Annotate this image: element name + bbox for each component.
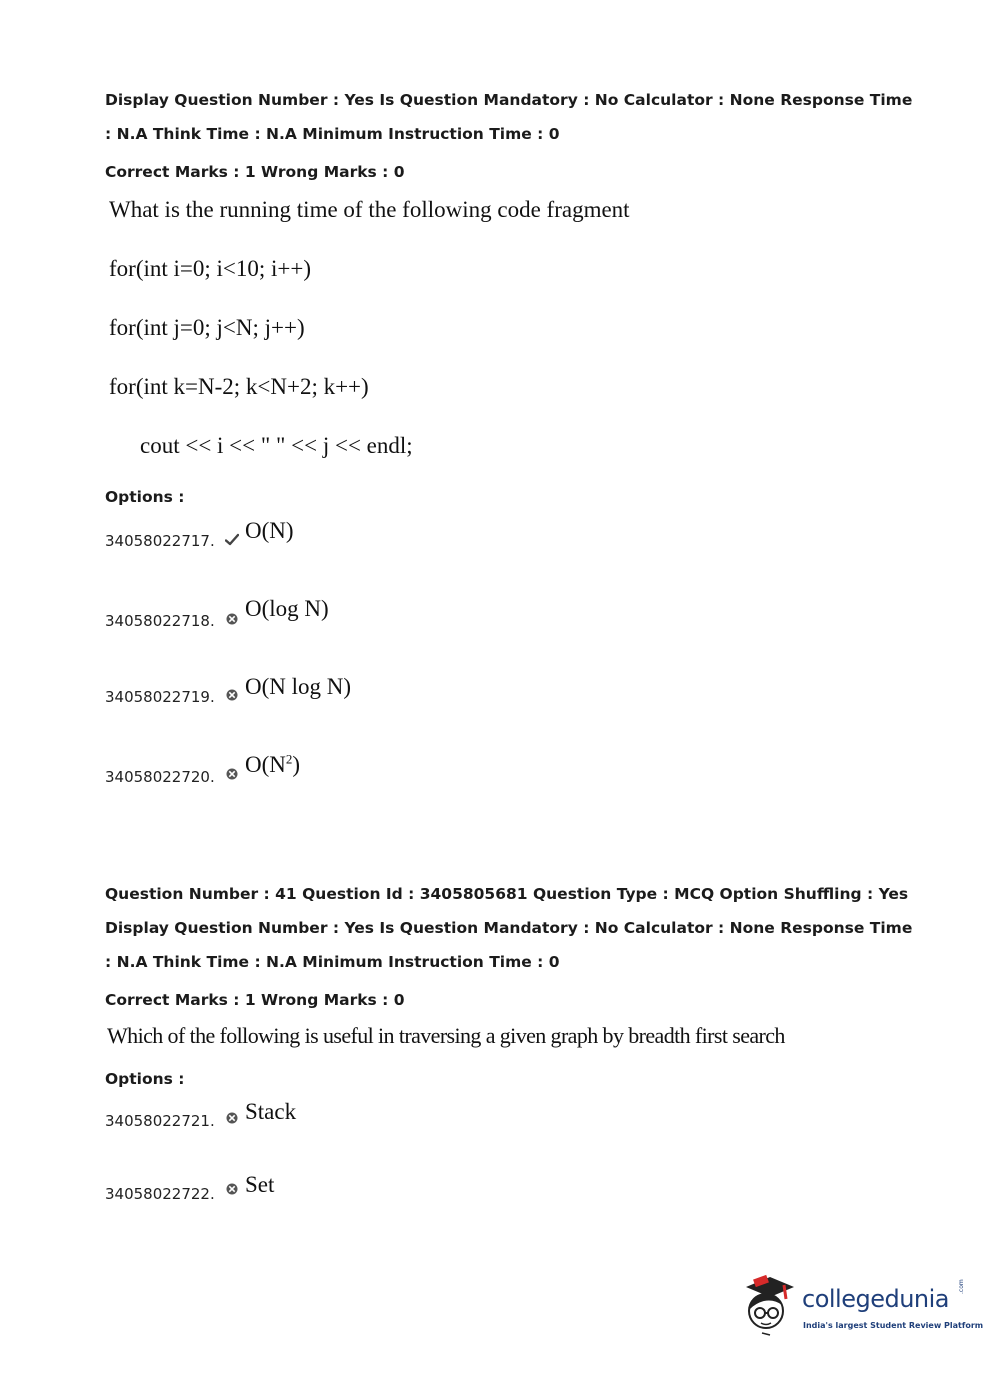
option-id: 34058022722. bbox=[105, 1185, 215, 1203]
option-id: 34058022720. bbox=[105, 768, 215, 786]
option-text: O(N) bbox=[245, 518, 294, 543]
option-text-sup: 2 bbox=[285, 751, 293, 767]
meta-line: Display Question Number : Yes Is Question Mandatory : No Calculator : None Response Time bbox=[105, 919, 913, 937]
option-id: 34058022719. bbox=[105, 688, 215, 706]
meta-line: Question Number : 41 Question Id : 3405805681 Question Type : MCQ Option Shuffling : Yes bbox=[105, 885, 909, 903]
option-id: 34058022721. bbox=[105, 1112, 215, 1130]
question-stem: Which of the following is useful in traversing a given graph by breadth first search bbox=[107, 1023, 785, 1048]
option-text: Set bbox=[245, 1172, 275, 1197]
option-text: O(N log N) bbox=[245, 674, 352, 699]
code-line: for(int j=0; j<N; j++) bbox=[109, 315, 305, 340]
code-line: for(int i=0; i<10; i++) bbox=[109, 256, 312, 281]
logo-wordmark: collegedunia bbox=[802, 1285, 950, 1313]
cross-icon bbox=[225, 1111, 239, 1125]
mascot-icon bbox=[740, 1273, 802, 1339]
option-text: Stack bbox=[245, 1099, 297, 1124]
meta-line: : N.A Think Time : N.A Minimum Instruction Time : 0 bbox=[105, 125, 560, 143]
cross-icon bbox=[225, 688, 239, 702]
option-text: O(log N) bbox=[245, 596, 329, 621]
meta-line: Display Question Number : Yes Is Question Mandatory : No Calculator : None Response Time bbox=[105, 91, 913, 109]
option-text-tail: ) bbox=[292, 752, 301, 777]
check-icon bbox=[225, 533, 239, 547]
option-id: 34058022718. bbox=[105, 612, 215, 630]
marks-line: Correct Marks : 1 Wrong Marks : 0 bbox=[105, 991, 405, 1009]
meta-line: : N.A Think Time : N.A Minimum Instruction Time : 0 bbox=[105, 953, 560, 971]
cross-icon bbox=[225, 767, 239, 781]
question-meta bbox=[105, 83, 915, 189]
question-stem: What is the running time of the following code fragment bbox=[109, 197, 630, 222]
code-line: cout << i << " " << j << endl; bbox=[140, 433, 413, 458]
option-text bbox=[245, 752, 300, 778]
option-id: 34058022717. bbox=[105, 532, 215, 550]
logo-com: .com bbox=[958, 1279, 965, 1294]
logo-tagline: India's largest Student Review Platform bbox=[803, 1321, 984, 1330]
collegedunia-logo bbox=[740, 1273, 984, 1343]
code-line: for(int k=N-2; k<N+2; k++) bbox=[109, 374, 369, 399]
cross-icon bbox=[225, 612, 239, 626]
cross-icon bbox=[225, 1182, 239, 1196]
marks-line: Correct Marks : 1 Wrong Marks : 0 bbox=[105, 163, 405, 181]
options-label: Options : bbox=[105, 488, 185, 506]
question-meta bbox=[105, 877, 915, 1017]
option-text-base: O(N bbox=[245, 752, 286, 777]
options-label: Options : bbox=[105, 1070, 185, 1088]
